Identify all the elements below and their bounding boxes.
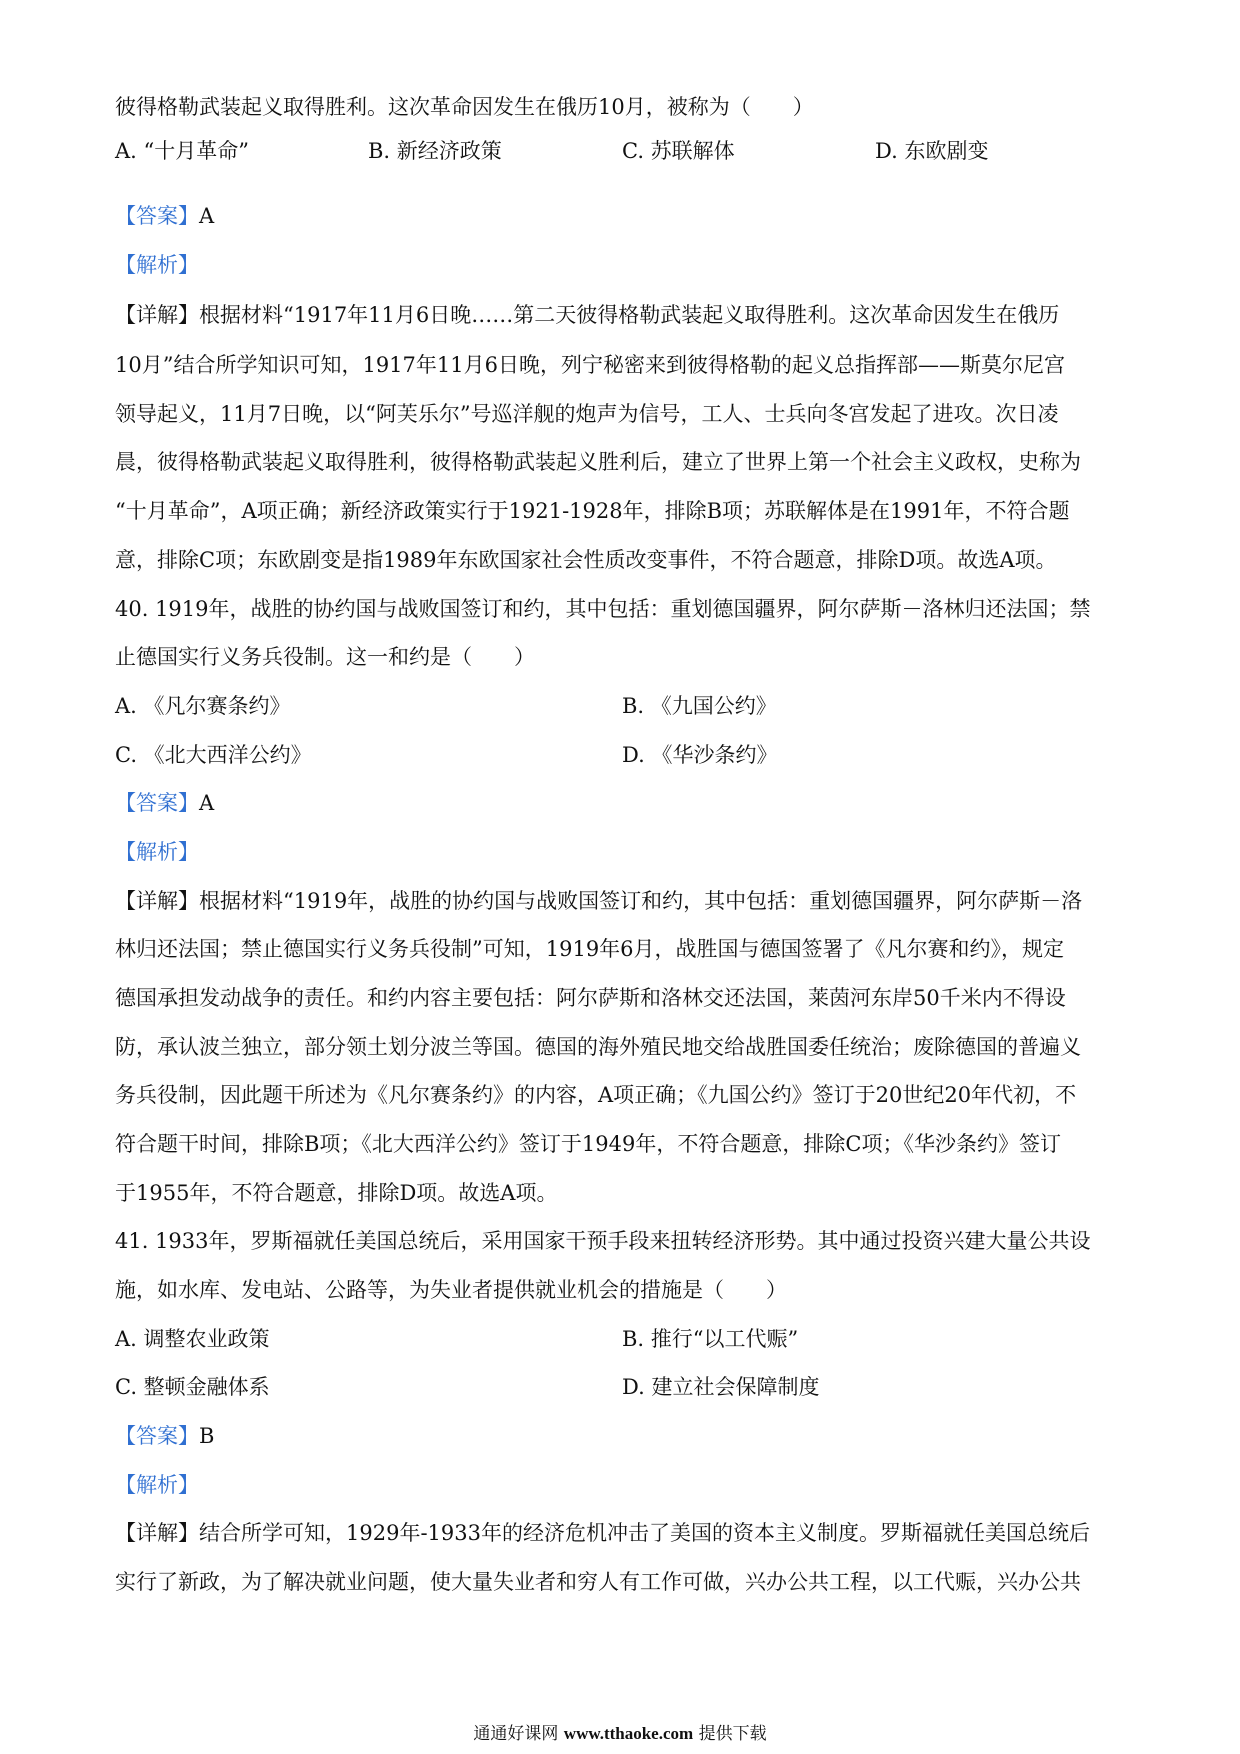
detail-text: 根据材料“1917年11月6日晚……第二天彼得格勒武装起义取得胜利。这次革命因发生在俄历 [199,303,1060,327]
q39-stem: 彼得格勒武装起义取得胜利。这次革命因发生在俄历10月，被称为（ ） [115,95,814,119]
footer-note: 提供下载 [698,1724,767,1744]
footer-site-link[interactable]: www.tthaoke.com [563,1724,694,1743]
answer-value: B [199,1424,215,1448]
q41-answer [115,1421,1130,1451]
footer-brand: 通通好课网 [473,1724,559,1744]
detail-label: 【详解】 [115,889,199,913]
q41-detail-line [115,1518,1130,1548]
q40-answer [115,788,1130,818]
q40-stem-line: 40. 1919年，战胜的协约国与战败国签订和约，其中包括：重划德国疆界，阿尔萨斯－洛林归还法国；禁 [115,597,1091,621]
answer-value: A [199,204,215,228]
q39-detail-line [115,300,1130,330]
q40-option-a: A. 《凡尔赛条约》 [115,694,291,718]
detail-text: 结合所学可知，1929年-1933年的经济危机冲击了美国的资本主义制度。罗斯福就任美国总统后 [199,1521,1090,1545]
q39-detail-line: 意，排除C项；东欧剧变是指1989年东欧国家社会性质改变事件，不符合题意，排除D项。故选A项。 [115,548,1057,572]
q40-analysis-label [115,837,1130,867]
q39-option-b: B. 新经济政策 [368,139,502,163]
q41-analysis-label [115,1470,1130,1500]
analysis-label: 【解析】 [115,840,199,864]
q41-stem-line: 施，如水库、发电站、公路等，为失业者提供就业机会的措施是（ ） [115,1278,787,1302]
q40-detail-line: 于1955年，不符合题意，排除D项。故选A项。 [115,1181,558,1205]
answer-label: 【答案】 [115,1424,199,1448]
page-footer [0,1722,1240,1746]
detail-text: 根据材料“1919年，战胜的协约国与战败国签订和约，其中包括：重划德国疆界，阿尔萨斯－洛 [199,889,1083,913]
q40-detail-line: 林归还法国；禁止德国实行义务兵役制”可知，1919年6月，战胜国与德国签署了《凡尔赛和约》，规定 [115,937,1065,961]
q40-detail-line: 防，承认波兰独立，部分领土划分波兰等国。德国的海外殖民地交给战胜国委任统治；废除德国的普遍义 [115,1035,1081,1059]
q41-option-b: B. 推行“以工代赈” [622,1327,799,1351]
q41-detail-line: 实行了新政，为了解决就业问题，使大量失业者和穷人有工作可做，兴办公共工程，以工代赈，兴办公共 [115,1570,1081,1594]
q40-detail-line: 务兵役制，因此题干所述为《凡尔赛条约》的内容，A项正确；《九国公约》签订于20世纪20年代初，不 [115,1083,1077,1107]
detail-label: 【详解】 [115,303,199,327]
q39-detail-line: “十月革命”，A项正确；新经济政策实行于1921-1928年，排除B项；苏联解体是在1991年，不符合题 [115,499,1070,523]
q39-detail-line: 晨，彼得格勒武装起义取得胜利，彼得格勒武装起义胜利后，建立了世界上第一个社会主义政权，史称为 [115,450,1081,474]
q41-option-d: D. 建立社会保障制度 [622,1375,820,1399]
answer-label: 【答案】 [115,791,199,815]
q40-detail-line: 德国承担发动战争的责任。和约内容主要包括：阿尔萨斯和洛林交还法国，莱茵河东岸50千米内不得设 [115,986,1066,1010]
q40-detail-line: 符合题干时间，排除B项；《北大西洋公约》签订于1949年，不符合题意，排除C项；《华沙条约》签订 [115,1132,1061,1156]
analysis-label: 【解析】 [115,1473,199,1497]
answer-label: 【答案】 [115,204,199,228]
q39-option-c: C. 苏联解体 [622,139,735,163]
q40-stem-line: 止德国实行义务兵役制。这一和约是（ ） [115,645,535,669]
q39-answer [115,201,1130,231]
q39-analysis-label [115,250,1130,280]
q41-option-c: C. 整顿金融体系 [115,1375,270,1399]
detail-label: 【详解】 [115,1521,199,1545]
q40-option-d: D. 《华沙条约》 [622,743,778,767]
q40-option-b: B. 《九国公约》 [622,694,777,718]
q39-detail-line: 领导起义，11月7日晚，以“阿芙乐尔”号巡洋舰的炮声为信号，工人、士兵向冬宫发起了进攻。次日凌 [115,402,1059,426]
analysis-label: 【解析】 [115,253,199,277]
q40-detail-line [115,886,1130,916]
q39-detail-line: 10月”结合所学知识可知，1917年11月6日晚，列宁秘密来到彼得格勒的起义总指挥部——斯莫尔尼宫 [115,353,1065,377]
q39-option-d: D. 东欧剧变 [875,139,989,163]
q39-option-a: A. “十月革命” [115,139,249,163]
q41-stem-line: 41. 1933年，罗斯福就任美国总统后，采用国家干预手段来扭转经济形势。其中通过投资兴建大量公共设 [115,1229,1091,1253]
answer-value: A [199,791,215,815]
q40-option-c: C. 《北大西洋公约》 [115,743,312,767]
q41-option-a: A. 调整农业政策 [115,1327,270,1351]
